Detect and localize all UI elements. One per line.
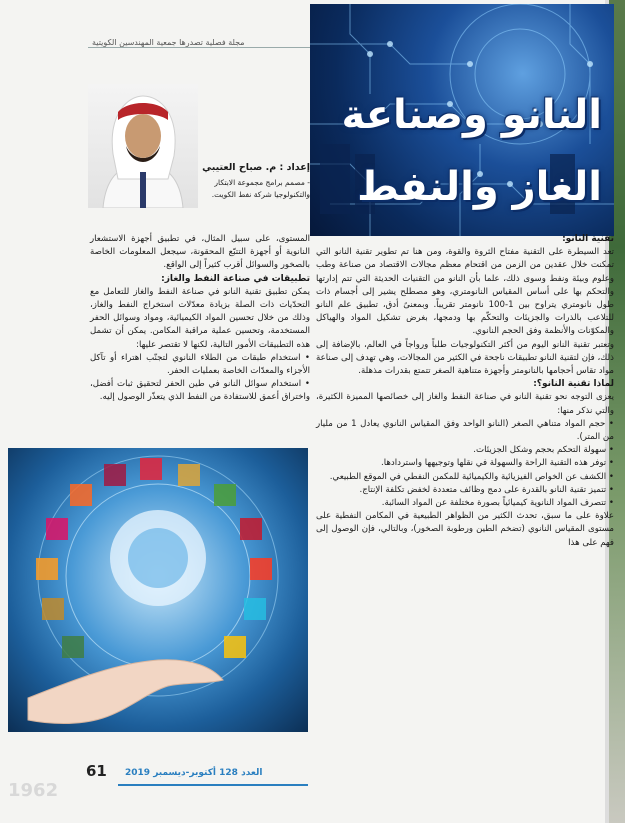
page-number: 61: [86, 762, 107, 780]
issue-info: العدد 128 أكتوبر-ديسمبر 2019: [125, 768, 263, 778]
hero-image: [310, 4, 614, 236]
article-title-line1: النانو وصناعة: [341, 92, 602, 138]
author-photo: [88, 84, 198, 208]
paragraph: • توفر هذه التقنية الراحة والسهولة في نقلها وتوجيهها واستردادها.: [381, 458, 614, 469]
article-column-right: [316, 233, 614, 550]
paragraph: يمكن تطبيق تقنية النانو في صناعة النفط والغاز للتعامل مع التحدّيات ذات الصلة بزيادة معدّلات استخراج النفط والغاز، وذلك من خلال تحسين المواد الكيميائية، ومواد وسوائل الحفر المستخدمة، وتحسين عملية مراقبة المكامن. يمكن أن تشمل هذه التطبيقات الأمور التالية، لكنها لا تقتصر عليها:: [90, 286, 310, 350]
paragraph: • الكشف عن الخواص الفيزيائية والكيميائية للمكمن النفطي في الموقع الطبيعي.: [329, 471, 614, 482]
paragraph: المستوى، على سبيل المثال، في تطبيق أجهزة الاستشعار النانوية أو أجهزة التتبّع المحقونة، سيجعل المعلومات الخاصة بالصخور والسوائل أقرب كثيراً إلى الواقع.: [90, 234, 310, 271]
paragraph: • استخدام سوائل النانو في طين الحفر لتحقيق ثبات أفضل، واختراق أعمق للاستفادة من النفط الذي يتعذّر الوصول إليه.: [90, 379, 310, 403]
author-role: - مصمم برامج مجموعة الابتكار والتكنولوجيا شركة نفط الكويت.: [211, 178, 310, 199]
magazine-header: مجلة فصلية تصدرها جمعية المهندسين الكويتية: [92, 38, 245, 47]
paragraph: • تتميز تقنية النانو بالقدرة على دمج وظائف متعددة لخفض تكلفة الإنتاج.: [359, 484, 614, 495]
nanotech-hand-image: [8, 448, 308, 732]
paragraph: • استخدام طبقات من الطلاء النانوي لتجنّب اهتراء أو تآكل الأجزاء والمعدّات الخاصة بعمليات الحفر.: [90, 352, 310, 377]
paragraph: يعزى التوجه نحو تقنية النانو في صناعة النفط والغاز إلى خصائصها المميزة الكثيرة، والتي نذكر منها:: [316, 392, 614, 416]
paragraph: • حجم المواد متناهي الصغر (النانو الواحد وفق المقياس النانوي يعادل 1 من مليار من المتر).: [316, 418, 614, 443]
footer-rule: [118, 784, 308, 786]
paragraph: تعد السيطرة على التقنية مفتاح الثروة والقوة، ومن هنا تم تطوير تقنية النانو التي تمكنت خلال عقدين من الزمن من اقتحام معظم مجالات الاقتصاد من صناعة وطب وعلوم وبيئة ونفط وسوى ذلك، علما بأن النانو من التقنيات الحديثة التي تتم إدارتها والتحكم بها على أساس المقياس النانومتري، وهو مصطلح يشير إلى أجسام ذات طول نانومتري يتراوح بين 1-100 نانومتر تقريباً. وبمعنىً أدق، تطبيق علم النانو للتلاعب بالذرات والجزيئات والتحكّم بها ودمجها، بغرض تشكيل المواد والهياكل والمكوّنات والأنظمة وفق الحجم النانوي.: [316, 247, 614, 337]
year-watermark: 1962: [8, 780, 59, 801]
author-name: إعداد : م. صباح العتيبي: [202, 162, 310, 173]
header-rule: [88, 47, 310, 48]
author-portrait-graphic: [88, 84, 198, 208]
paragraph: • تتصرف المواد النانوية كيميائياً بصورة مختلفة عن المواد السائبة.: [381, 498, 614, 509]
article-column-left: [90, 233, 310, 405]
paragraph: • سهولة التحكم بحجم وشكل الجزيئات.: [473, 445, 614, 456]
paragraph: علاوة على ما سبق، تحدث الكثير من الظواهر الطبيعية في المكامن النفطية على مستوى المقياس النانوي (تضخم الطين ورطوبة الصخور)، وبالتالي، فإن الوصول إلى فهم على هذا: [316, 511, 614, 548]
section-heading: تقنية النانو:: [562, 234, 614, 244]
section-heading: تطبيقات في صناعة النفط والغاز:: [161, 273, 310, 284]
article-title-line2: الغاز والنفط: [357, 164, 602, 210]
paragraph: وتعتبر تقنية النانو اليوم من أكثر التكنولوجيات طلباً ورواجاً في العالم، بالإضافة إلى ذلك، فإن لتقنية النانو تطبيقات ناجحة في الكثير من المجالات، وهي تهدف إلى صناعة مواد تقاس أحجامها بالنانومتر وأجهزة متناهية الصغر تتمتع بقدرات مذهلة.: [316, 339, 614, 377]
section-heading: لماذا تقنية النانو؟:: [533, 379, 614, 390]
sustainability-globe-graphic: [8, 448, 308, 732]
